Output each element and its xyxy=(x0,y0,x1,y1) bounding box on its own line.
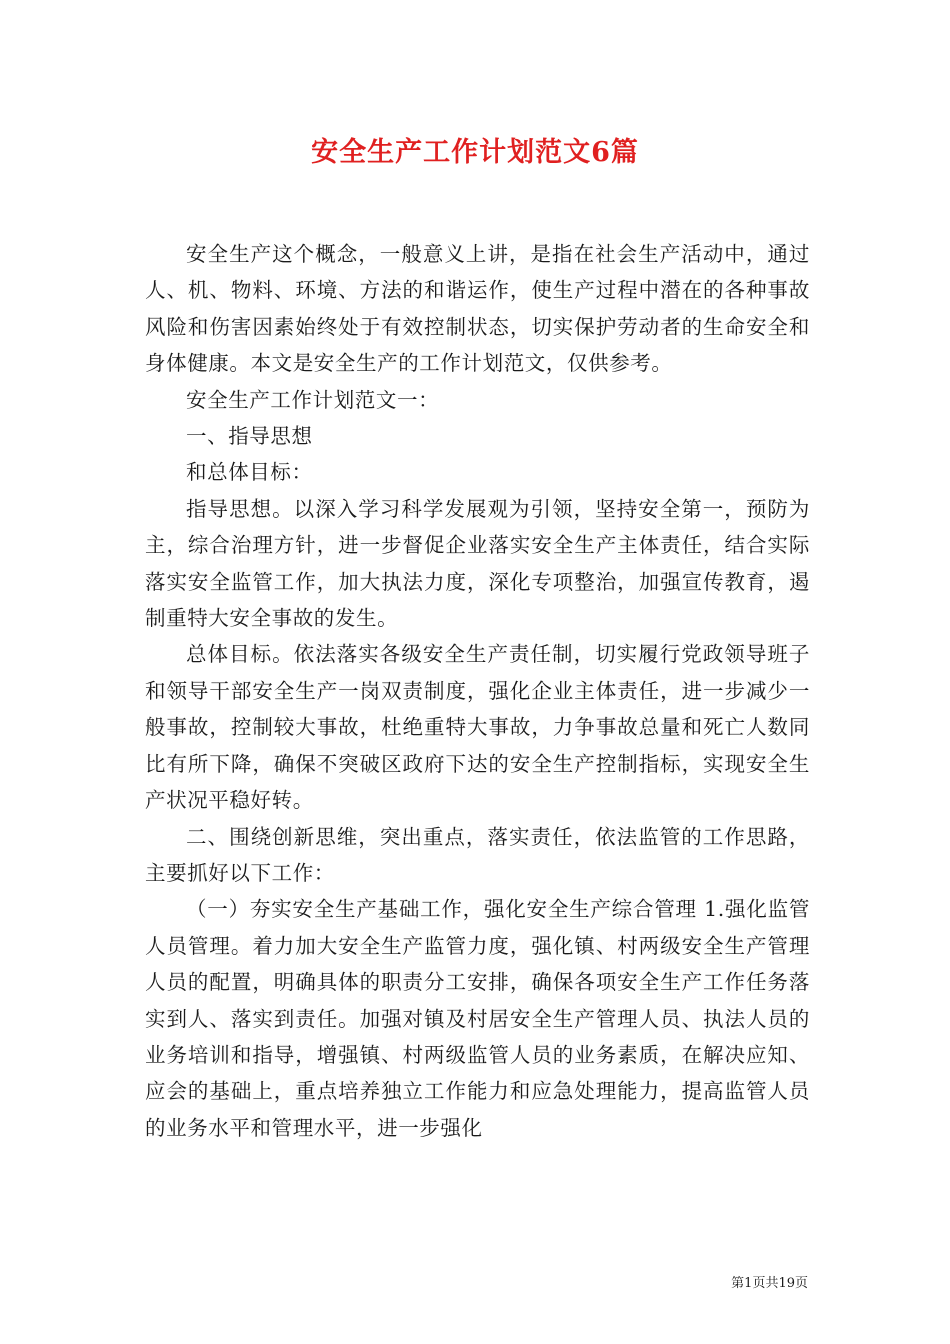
paragraph-heading-1-cont: 和总体目标： xyxy=(186,460,313,485)
paragraph-heading-1: 一、指导思想 xyxy=(186,424,313,449)
document-body xyxy=(145,236,810,1146)
paragraph-overall-goal: 总体目标。依法落实各级安全生产责任制，切实履行党政领导班子和领导干部安全生产一岗双责制度，强化企业主体责任，进一步减少一般事故，控制较大事故，杜绝重特大事故，力争事故总量和死亡人数同比有所下降，确保不突破区政府下达的安全生产控制指标，实现安全生产状况平稳好转。 xyxy=(145,642,810,813)
page-number: 第1页共19页 xyxy=(731,1276,808,1291)
paragraph-guiding-ideology: 指导思想。以深入学习科学发展观为引领，坚持安全第一，预防为主，综合治理方针，进一步督促企业落实安全生产主体责任，结合实际落实安全监管工作，加大执法力度，深化专项整治，加强宣传教育，遏制重特大安全事故的发生。 xyxy=(145,496,810,631)
paragraph-heading-2: 二、围绕创新思维，突出重点，落实责任，依法监管的工作思路，主要抓好以下工作： xyxy=(145,824,810,885)
page-title: 安全生产工作计划范文6篇 xyxy=(311,137,639,168)
paragraph-intro: 安全生产这个概念，一般意义上讲，是指在社会生产活动中，通过人、机、物料、环境、方法的和谐运作，使生产过程中潜在的各种事故风险和伤害因素始终处于有效控制状态，切实保护劳动者的生命安全和身体健康。本文是安全生产的工作计划范文，仅供参考。 xyxy=(145,242,810,376)
paragraph-item-1: （一）夯实安全生产基础工作，强化安全生产综合管理 1.强化监管人员管理。着力加大安全生产监管力度，强化镇、村两级安全生产管理人员的配置，明确具体的职责分工安排，确保各项安全生产工作任务落实到人、落实到责任。加强对镇及村居安全生产管理人员、执法人员的业务培训和指导，增强镇、村两级监管人员的业务素质，在解决应知、应会的基础上，重点培养独立工作能力和应急处理能力，提高监管人员的业务水平和管理水平，进一步强化 xyxy=(145,897,810,1140)
paragraph-section-heading: 安全生产工作计划范文一： xyxy=(186,387,440,412)
